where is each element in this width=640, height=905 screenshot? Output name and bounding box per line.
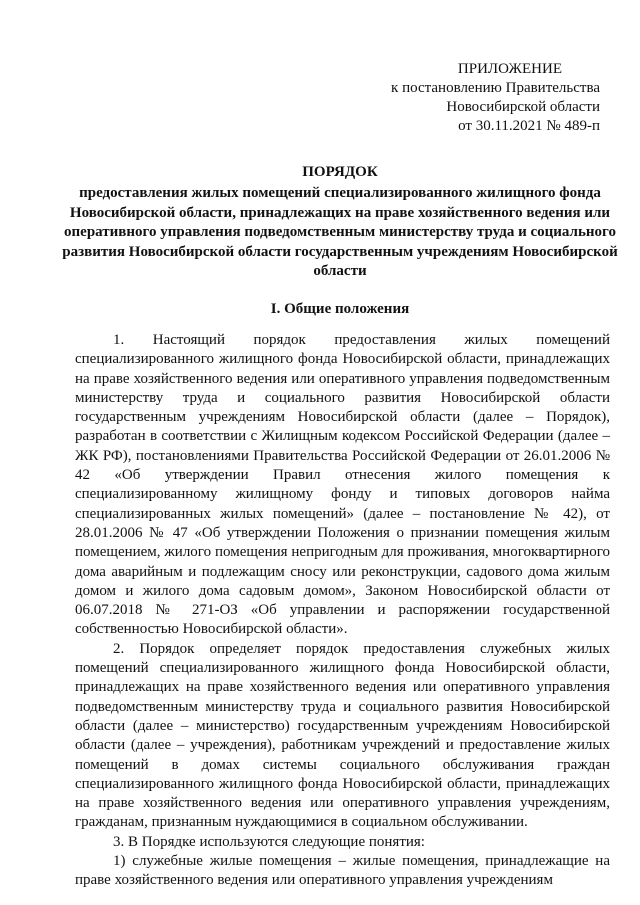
paragraph-3: 3. В Порядке используются следующие понятия: — [113, 833, 425, 850]
paragraph-2: 2. Порядок определяет порядок предоставления служебных жилых помещений специализированного жилищного фонда Новосибирской области, принадлежащих на праве хозяйственного ведения или оперативного управления подведомственным министерству труда и социального развития Новосибирской области (далее – министерство) государственным учреждениям Новосибирской области (далее – учреждения), работникам учреждений и предоставление жилых помещений в домах системы социального обслуживания граждан специализированного жилищного фонда Новосибирской области, принадлежащих на праве хозяйственного ведения или оперативного управления учреждениям, гражданам, признанным нуждающимися в социальном обслуживании. — [75, 640, 610, 831]
section-heading: I. Общие положения — [270, 301, 410, 317]
paragraph-1: 1. Настоящий порядок предоставления жилых помещений специализированного жилищного фонда Новосибирской области, принадлежащих на праве хозяйственного ведения или оперативного управления подведомственным министерству труда и социального развития Новосибирской области государственным учреждениям Новосибирской области (далее – Порядок), разработан в соответствии с Жилищным кодексом Российской Федерации (далее – ЖК РФ), постановлениями Правительства Российской Федерации от 26.01.2006 № 42 «Об утверждении Правил отнесения жилого помещения к специализированному жилищному фонду и типовых договоров найма специализированных жилых помещений» (далее – постановление № 42), от 28.01.2006 № 47 «Об утверждении Положения о признании помещения жилым помещением, жилого помещения непригодным для проживания, многоквартирного дома аварийным и подлежащим сносу или реконструкции, садового дома жилым домом и жилого дома садовым домом», Законом Новосибирской области от 06.07.2018 № 271-ОЗ «Об управлении и распоряжении государственной собственностью Новосибирской области». — [75, 332, 610, 638]
approval-line-3: от 30.11.2021 № 489-п — [458, 118, 600, 134]
section-body — [75, 331, 610, 891]
approval-line-2: Новосибирской области — [446, 99, 600, 115]
approval-block — [360, 60, 600, 136]
approval-title: ПРИЛОЖЕНИЕ — [457, 61, 562, 77]
approval-line-1: к постановлению Правительства — [391, 80, 600, 96]
document-subtitle: предоставления жилых помещений специализированного жилищного фонда Новосибирской области, принадлежащих на праве хозяйственного ведения или оперативного управления подведомственным министерству труда и социального развития Новосибирской области государственным учреждениям Новосибирской области — [62, 185, 618, 279]
paragraph-4: 1) служебные жилые помещения – жилые помещения, принадлежащие на праве хозяйственного ведения или оперативного управления учреждениям — [75, 853, 610, 889]
document-title: ПОРЯДОК — [302, 164, 378, 180]
